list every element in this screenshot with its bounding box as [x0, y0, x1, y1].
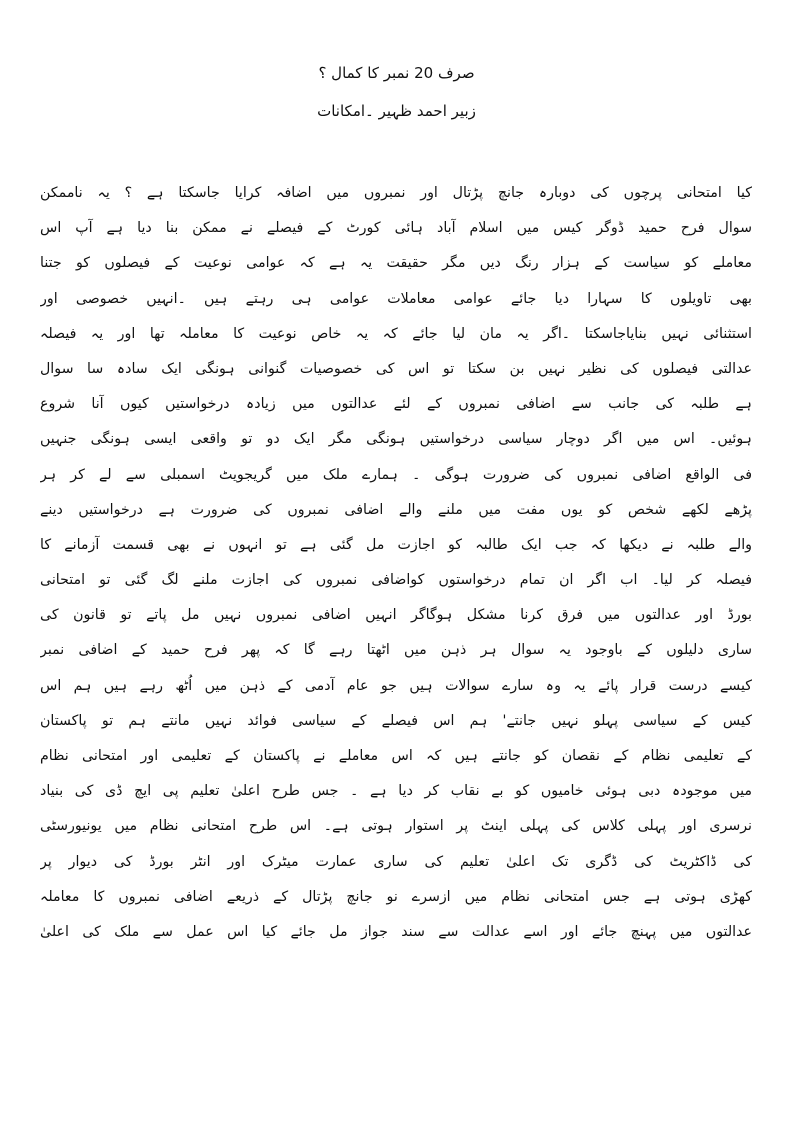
body-line: بھی تاویلوں کا سہارا دیا جائے عوامی معاملات عوامی ہی رہتے ہیں ۔انہیں خصوصی اور: [40, 290, 752, 307]
body-line: عدالتی فیصلوں کی نظیر نہیں بن سکتا تو اس کی خصوصیات گنوانی ہونگی ایک سادہ سا سوال: [40, 360, 752, 377]
body-line: سوال فرح حمید ڈوگر کیس میں اسلام آباد ہائی کورٹ کے فیصلے نے ممکن بنا دیا ہے آپ اس: [40, 220, 752, 237]
body-line: کے تعلیمی نظام کے نقصان کو جانتے ہیں کہ اس معاملے نے پاکستان کے تعلیمی اور امتحانی نظام: [40, 748, 752, 764]
body-line: ہوئیں۔ اس میں اگر دوچار سیاسی درخواستیں ہونگی مگر ایک دو تو واقعی ایسی ہونگی جنہیں: [40, 431, 752, 448]
body-line: پڑھے لکھے شخص کو یوں مفت میں ملنے والے اضافی نمبروں کی ضرورت ہے درخواستیں دینے: [40, 501, 752, 518]
body-line: کیسے درست قرار پائے یہ وہ سارے سوالات ہیں جو عام آدمی کے ذہن میں اُٹھ رہے ہیں ہم اس: [40, 677, 752, 694]
body-line: فیصلہ کر لیا۔ اب اگر ان تمام درخواستوں کواضافی نمبروں کی اجازت ملنے لگ گئی تو امتحانی: [40, 572, 752, 589]
body-line: کھڑی ہوتی ہے جس امتحانی نظام میں ازسرے نو جانچ پڑتال کے ذریعے اضافی نمبروں کا معاملہ: [40, 888, 752, 905]
body-line: استثنائی نہیں بنایاجاسکتا ۔اگر یہ مان لیا جائے کہ یہ خاص نوعیت کا معاملہ تھا اور یہ فیصلہ: [40, 325, 752, 342]
body-line: کی ڈاکٹریٹ کی ڈگری تک اعلیٰ تعلیم کی ساری عمارت میٹرک اور انٹر بورڈ کی دیوار پر: [40, 853, 752, 870]
body-line: بورڈ اور عدالتوں میں فرق کرنا مشکل ہوگاگر انہیں اضافی نمبروں نہیں مل پاتے تو قانون کی: [40, 607, 752, 624]
body-line: میں موجودہ دبی ہوئی خامیوں کو بے نقاب کر دیا ہے ۔ جس طرح اعلیٰ تعلیم پی ایچ ڈی کی بنیاد: [40, 783, 752, 800]
body-line: نرسری اور پہلی کلاس کی پہلی اینٹ پر استوار ہوتی ہے۔ اس طرح امتحانی نظام میں یونیورسٹی: [40, 818, 752, 835]
body-line: ساری دلیلوں کے باوجود یہ سوال ہر ذہن میں اٹھتا رہے گا کہ پھر فرح حمید کے اضافی نمبر: [40, 642, 752, 659]
body-line: فی الواقع اضافی نمبروں کی ضرورت ہوگی ۔ ہمارے ملک میں گریجویٹ اسمبلی سے لے کر ہر: [40, 466, 752, 483]
body-line: والے طلبہ نے دیکھا کہ جب ایک طالبہ کو اجازت مل گئی ہے تو انہوں نے بھی قسمت آزمانے کا: [40, 536, 752, 553]
article-body: [40, 176, 752, 950]
body-line: معاملے کو سیاست کے ہزار رنگ دیں مگر حقیقت یہ ہے کہ عوامی نوعیت کے فیصلوں کو جتنا: [40, 255, 752, 272]
body-line: ہے طلبہ کی جانب سے اضافی نمبروں کے لئے عدالتوں میں زیادہ درخواستیں کیوں آنا شروع: [40, 396, 752, 413]
body-line: کیا امتحانی پرچوں کی دوبارہ جانچ پڑتال اور نمبروں میں اضافہ کرایا جاسکتا ہے ؟ یہ ناممکن: [40, 185, 752, 201]
body-line: عدالتوں میں پہنچ جائے اور اسے عدالت سے سند جواز مل جائے کیا اس عمل سے ملک کی اعلیٰ: [40, 923, 752, 940]
article-title: صرف 20 نمبر کا کمال ؟: [318, 64, 475, 82]
author-byline: زبیر احمد ظہیر ۔امکانات: [317, 102, 476, 120]
body-line: کیس کے سیاسی پہلو نہیں جانتے' ہم اس فیصلے کے سیاسی فوائد نہیں مانتے ہم تو پاکستان: [40, 712, 752, 729]
